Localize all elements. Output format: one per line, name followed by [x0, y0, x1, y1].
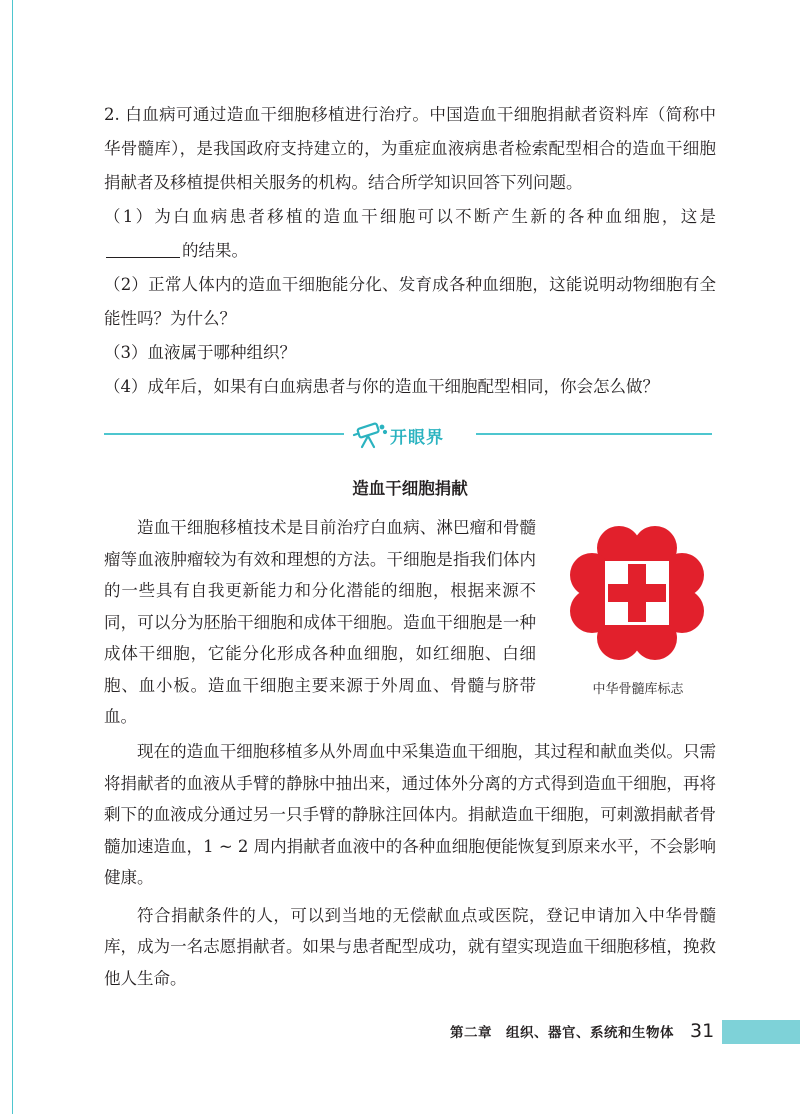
page-number: 31 — [690, 1020, 715, 1042]
article-p1: 造血干细胞移植技术是目前治疗白血病、淋巴瘤和骨髓瘤等血液肿瘤较为有效和理想的方法。干细胞是指我们体内的一些具有自我更新能力和分化潜能的细胞，根据来源不同，可以分为胚胎干细胞和成体干细胞。造血干细胞是一种成体干细胞，它能分化形成各种血细胞，如红细胞、白细胞、血小板。造血干细胞主要来源于外周血、骨髓与脐带血。 — [104, 518, 536, 726]
answer-blank[interactable] — [106, 239, 180, 258]
logo-caption: 中华骨髓库标志 — [592, 682, 684, 697]
question-4: （4）成年后，如果有白血病患者与你的造血干细胞配型相同，你会怎么做？ — [104, 377, 659, 396]
question-1-text: （1）为白血病患者移植的造血干细胞可以不断产生新的各种血细胞，这是 — [104, 207, 716, 226]
section-divider-left — [104, 433, 344, 435]
article-p3: 符合捐献条件的人，可以到当地的无偿献血点或医院，登记申请加入中华骨髓库，成为一名志愿捐献者。如果与患者配型成功，就有望实现造血干细胞移植，挽救他人生命。 — [104, 905, 716, 988]
question-2-sub: （2）正常人体内的造血干细胞能分化、发育成各种血细胞，这能说明动物细胞有全能性吗？为什么？ — [104, 275, 716, 328]
marrow-bank-logo — [562, 518, 712, 668]
page-footer — [450, 1016, 714, 1046]
question-1-tail: 的结果。 — [182, 241, 248, 260]
chapter-label: 第二章 组织、器官、系统和生物体 — [450, 1025, 674, 1041]
section-label: 开眼界 — [390, 427, 444, 448]
question-3: （3）血液属于哪种组织？ — [104, 343, 296, 362]
section-divider-right — [476, 433, 712, 435]
article-p2: 现在的造血干细胞移植多从外周血中采集造血干细胞，其过程和献血类似。只需将捐献者的血液从手臂的静脉中抽出来，通过体外分离的方式得到造血干细胞，再将剩下的血液成分通过另一只手臂的静脉注回体内。捐献造血干细胞，可刺激捐献者骨髓加速造血，1 ~ 2 周内捐献者血液中的各种血细胞便能恢复到原来水平，不会影响健康。 — [104, 742, 716, 887]
article-title: 造血干细胞捐献 — [352, 479, 468, 498]
section-header — [104, 420, 712, 450]
question-intro: 2. 白血病可通过造血干细胞移植进行治疗。中国造血干细胞捐献者资料库（简称中华骨髓库），是我国政府支持建立的，为重症血液病患者检索配型相合的造血干细胞捐献者及移植提供相关服务的机构。结合所学知识回答下列问题。 — [104, 105, 716, 192]
question-2 — [104, 98, 716, 404]
question-1 — [104, 200, 716, 268]
page-margin-line — [12, 0, 13, 1114]
footer-tab — [722, 1020, 800, 1044]
article-body — [104, 736, 716, 994]
telescope-icon — [352, 421, 388, 449]
section-badge — [352, 420, 470, 450]
article-paragraph-1 — [104, 512, 536, 733]
